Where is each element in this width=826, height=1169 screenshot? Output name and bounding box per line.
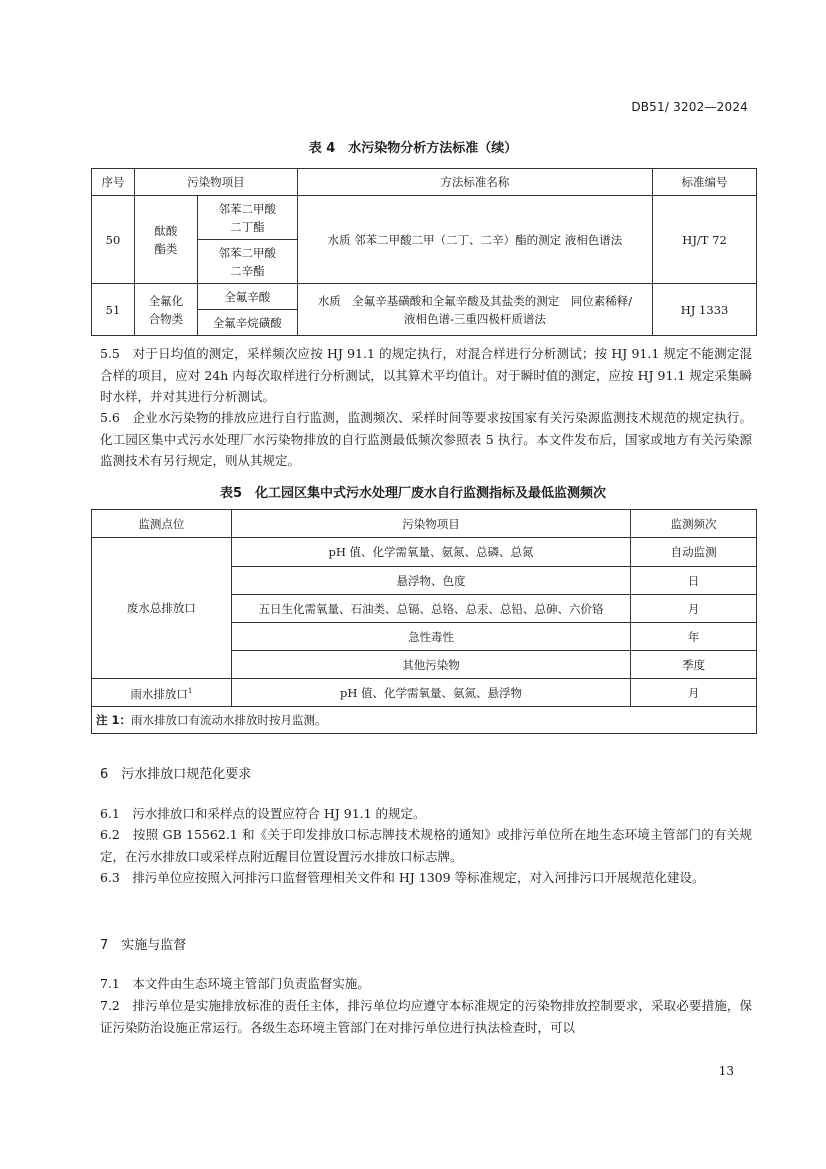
pollutant-item: 悬浮物、色度 (231, 567, 630, 595)
monitoring-point-label: 雨水排放口 (130, 686, 188, 701)
pollutant-item: 急性毒性 (231, 623, 630, 651)
row-item: 邻苯二甲酸 二丁酯 (197, 196, 297, 240)
note-text: 雨水排放口有流动水排放时按月监测。 (131, 713, 327, 727)
row-group: 全氟化 合物类 (134, 284, 197, 336)
table-note (92, 707, 757, 734)
frequency: 季度 (631, 651, 757, 679)
col-header-frequency: 监测频次 (631, 510, 757, 538)
section-7-heading: 7 实施与监督 (100, 938, 187, 953)
paragraph-5-6: 5.6 企业水污染物的排放应进行自行监测，监测频次、采样时间等要求按国家有关污染源监测技术规范的规定执行。化工园区集中式污水处理厂水污染物排放的自行监测最低频次参照表 5 执行。本文件发布后，国家或地方有关污染源监测技术有另行规定，则从其规定。 (100, 410, 752, 468)
page-number: 13 (718, 1064, 734, 1078)
row-code: HJ 1333 (653, 284, 757, 336)
paragraph-6-2: 6.2 按照 GB 15562.1 和《关于印发排放口标志牌技术规格的通知》或排污单位所在地生态环境主管部门的有关规定，在污水排放口或采样点附近醒目位置设置污水排放口标志牌。 (100, 827, 752, 864)
table-row (92, 538, 757, 567)
table-note-row (92, 707, 757, 734)
pollutant-item: pH 值、化学需氧量、氨氮、悬浮物 (231, 679, 630, 707)
row-group: 酞酸 酯类 (134, 196, 197, 284)
pollutant-item: pH 值、化学需氧量、氨氮、总磷、总氮 (231, 538, 630, 567)
table4 (91, 168, 757, 336)
paragraph-7-1: 7.1 本文件由生态环境主管部门负责监督实施。 (100, 976, 370, 991)
row-item: 全氟辛烷磺酸 (197, 310, 297, 336)
frequency: 年 (631, 623, 757, 651)
table5-caption: 表5 化工园区集中式污水处理厂废水自行监测指标及最低监测频次 (219, 486, 607, 501)
paragraph-5-5: 5.5 对于日均值的测定，采样频次应按 HJ 91.1 的规定执行，对混合样进行分析测试；按 HJ 91.1 规定不能测定混合样的项目，应对 24h 内每次取样进行分析测试，以其算术平均值计。对于瞬时值的测定，应按 HJ 91.1 规定采集瞬时水样，并对其进行分析测试。 (100, 346, 752, 404)
pollutant-item: 五日生化需氧量、石油类、总镉、总铬、总汞、总铅、总砷、六价铬 (231, 595, 630, 623)
note-label: 注 1： (96, 713, 132, 727)
table5 (91, 509, 757, 734)
col-header-pollutant: 污染物项目 (231, 510, 630, 538)
monitoring-point (92, 679, 232, 707)
footnote-marker: 1 (187, 687, 193, 696)
col-header-no: 序号 (92, 169, 135, 196)
col-header-point: 监测点位 (92, 510, 232, 538)
row-item: 邻苯二甲酸 二辛酯 (197, 240, 297, 284)
col-header-method: 方法标准名称 (297, 169, 652, 196)
frequency: 月 (631, 679, 757, 707)
table-row (92, 196, 757, 240)
row-no: 50 (92, 196, 135, 284)
monitoring-point: 废水总排放口 (92, 538, 232, 679)
table-row (92, 679, 757, 707)
col-header-item: 污染物项目 (134, 169, 297, 196)
table5-header-row (92, 510, 757, 538)
row-code: HJ/T 72 (653, 196, 757, 284)
frequency: 月 (631, 595, 757, 623)
row-method: 水质 邻苯二甲酸二甲（二丁、二辛）酯的测定 液相色谱法 (297, 196, 652, 284)
row-no: 51 (92, 284, 135, 336)
document-code: DB51/ 3202—2024 (631, 100, 748, 114)
frequency: 自动监测 (631, 538, 757, 567)
frequency: 日 (631, 567, 757, 595)
table4-caption: 表 4 水污染物分析方法标准（续） (308, 141, 518, 156)
paragraph-7-2: 7.2 排污单位是实施排放标准的责任主体，排污单位均应遵守本标准规定的污染物排放控制要求，采取必要措施，保证污染防治设施正常运行。各级生态环境主管部门在对排污单位进行执法检查时，可以 (100, 998, 752, 1035)
section-6-heading: 6 污水排放口规范化要求 (100, 767, 252, 782)
paragraph-6-3: 6.3 排污单位应按照入河排污口监督管理相关文件和 HJ 1309 等标准规定，对入河排污口开展规范化建设。 (100, 870, 705, 885)
pollutant-item: 其他污染物 (231, 651, 630, 679)
paragraph-6-1: 6.1 污水排放口和采样点的设置应符合 HJ 91.1 的规定。 (100, 806, 426, 821)
table4-header-row (92, 169, 757, 196)
table-row (92, 284, 757, 310)
row-method: 水质 全氟辛基磺酸和全氟辛酸及其盐类的测定 同位素稀释/ 液相色谱-三重四极杆质谱法 (297, 284, 652, 336)
col-header-code: 标准编号 (653, 169, 757, 196)
row-item: 全氟辛酸 (197, 284, 297, 310)
